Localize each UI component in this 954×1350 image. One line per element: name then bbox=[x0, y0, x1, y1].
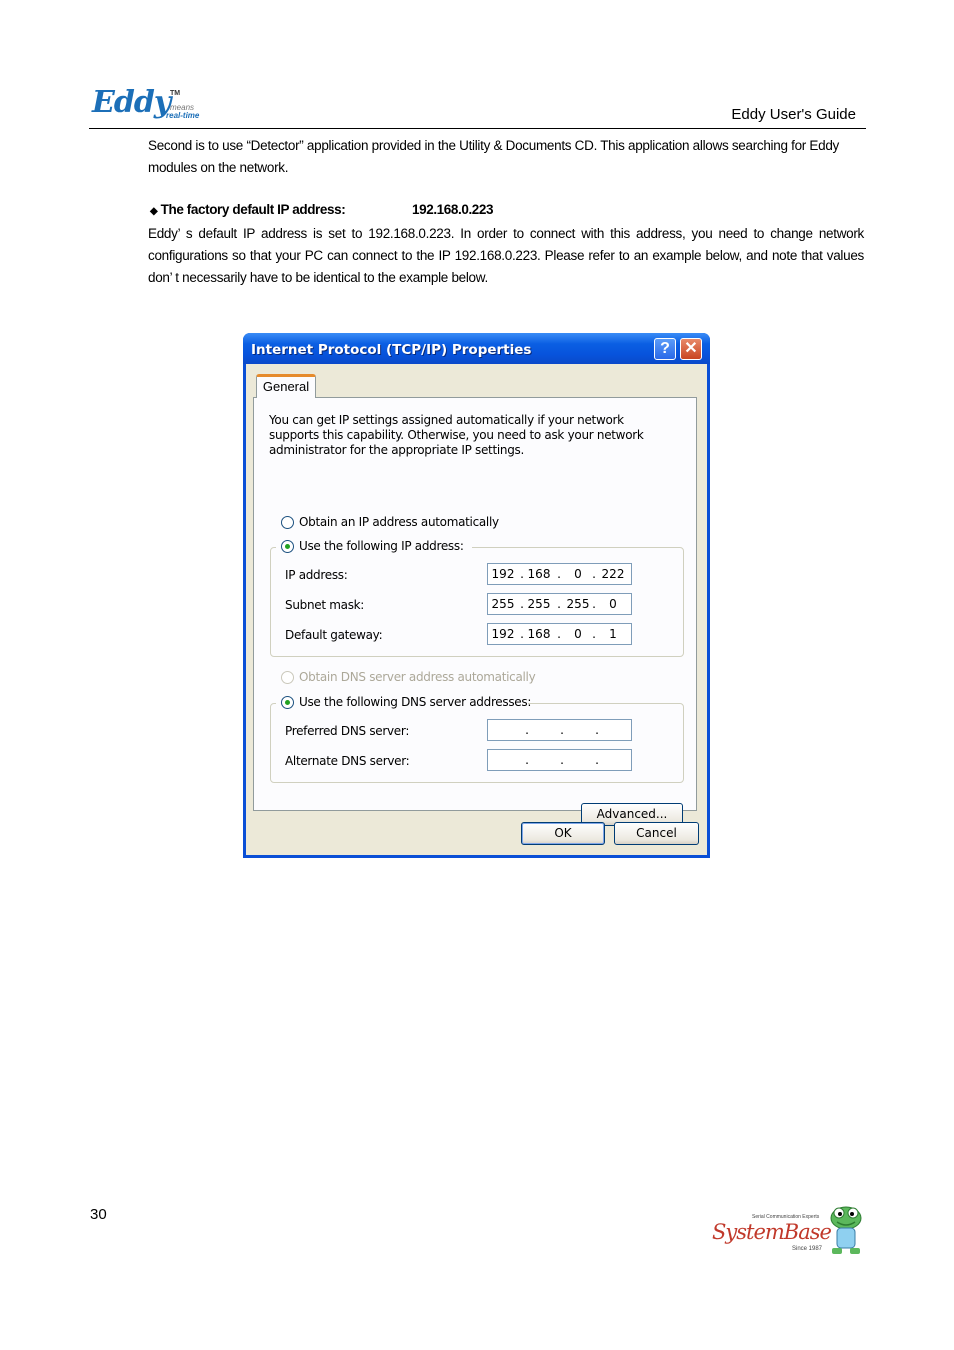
radio-use-following-ip[interactable] bbox=[281, 540, 294, 553]
subnet-dot: . bbox=[557, 597, 561, 611]
subnet-mask-input[interactable] bbox=[487, 593, 632, 615]
ip-octet-3: 0 bbox=[574, 567, 582, 581]
paragraph-default-ip: Eddy’ s default IP address is set to 192.168.0.223. In order to connect with this address, you need to change network configurations so that your PC can connect to the IP 192.168.0.223. Please refer to an example below, and note that values don’ t necessarily have to be identical to the example below. bbox=[148, 226, 864, 285]
eddy-logo-means: means bbox=[170, 103, 195, 112]
subnet-dot: . bbox=[592, 597, 596, 611]
ip-octet-4: 222 bbox=[601, 567, 625, 581]
dialog-title-bar[interactable] bbox=[243, 333, 710, 364]
ip-octet-1: 192 bbox=[491, 567, 515, 581]
radio-obtain-ip-auto[interactable] bbox=[281, 516, 294, 529]
cancel-button[interactable]: Cancel bbox=[614, 822, 699, 845]
header-divider bbox=[89, 128, 866, 129]
advanced-button[interactable]: Advanced... bbox=[581, 803, 683, 826]
default-gateway-label: Default gateway: bbox=[285, 628, 383, 642]
ip-dot: . bbox=[557, 567, 561, 581]
tcpip-properties-dialog bbox=[243, 333, 710, 858]
default-gateway-input[interactable] bbox=[487, 623, 632, 645]
radio-use-following-dns[interactable] bbox=[281, 696, 294, 709]
radio-use-following-dns-label[interactable]: Use the following DNS server addresses: bbox=[299, 695, 532, 709]
general-tab-panel bbox=[253, 397, 697, 821]
ip-address-input[interactable] bbox=[487, 563, 632, 585]
gateway-octet-3: 0 bbox=[574, 627, 582, 641]
diamond-bullet-icon: ◆ bbox=[150, 206, 158, 217]
subnet-octet-3: 255 bbox=[566, 597, 590, 611]
paragraph-detector: Second is to use “Detector” application provided in the Utility & Documents CD. This application allows searching for Eddy modules on the network. bbox=[148, 138, 840, 175]
ok-button[interactable]: OK bbox=[521, 822, 605, 845]
close-button[interactable]: ✕ bbox=[680, 338, 702, 360]
frog-mascot-icon bbox=[828, 1204, 864, 1258]
guide-title: Eddy User's Guide bbox=[731, 106, 856, 123]
subnet-octet-1: 255 bbox=[491, 597, 515, 611]
eddy-logo-text: Eddy bbox=[92, 85, 171, 120]
gateway-octet-2: 168 bbox=[527, 627, 551, 641]
dialog-client-area bbox=[246, 364, 707, 855]
ip-octet-2: 168 bbox=[527, 567, 551, 581]
dns-server-group bbox=[270, 703, 684, 783]
default-ip-heading bbox=[150, 202, 494, 217]
systembase-logo bbox=[712, 1200, 866, 1262]
gateway-dot: . bbox=[520, 627, 524, 641]
dialog-title: Internet Protocol (TCP/IP) Properties bbox=[251, 342, 532, 358]
help-button[interactable]: ? bbox=[654, 338, 676, 360]
intro-text: You can get IP settings assigned automatically if your network supports this capability. Otherwise, you need to ask your network administrator for the appropriate IP settings. bbox=[269, 413, 644, 457]
default-ip-label: The factory default IP address: bbox=[160, 202, 346, 217]
dns-dot: . bbox=[525, 723, 529, 737]
eddy-logo bbox=[92, 86, 212, 126]
alternate-dns-label: Alternate DNS server: bbox=[285, 754, 410, 768]
subnet-mask-label: Subnet mask: bbox=[285, 598, 365, 612]
radio-obtain-ip-auto-label[interactable]: Obtain an IP address automatically bbox=[299, 515, 499, 529]
ip-dot: . bbox=[592, 567, 596, 581]
eddy-logo-realtime: real-time bbox=[166, 111, 200, 120]
systembase-since: Since 1987 bbox=[792, 1246, 823, 1252]
subnet-octet-4: 0 bbox=[609, 597, 617, 611]
radio-obtain-dns-auto-label[interactable]: Obtain DNS server address automatically bbox=[299, 670, 536, 684]
page-number: 30 bbox=[90, 1206, 107, 1223]
subnet-octet-2: 255 bbox=[527, 597, 551, 611]
radio-obtain-dns-auto[interactable] bbox=[281, 671, 294, 684]
dns-dot: . bbox=[560, 723, 564, 737]
alternate-dns-input[interactable] bbox=[487, 749, 632, 771]
ip-address-label: IP address: bbox=[285, 568, 348, 582]
tab-general[interactable]: General bbox=[256, 374, 316, 398]
gateway-octet-1: 192 bbox=[491, 627, 515, 641]
systembase-name: SystemBase bbox=[712, 1220, 831, 1244]
gateway-dot: . bbox=[592, 627, 596, 641]
systembase-tagline: Serial Communication Experts bbox=[752, 1214, 820, 1220]
default-ip-value: 192.168.0.223 bbox=[412, 202, 494, 217]
preferred-dns-label: Preferred DNS server: bbox=[285, 724, 410, 738]
gateway-dot: . bbox=[557, 627, 561, 641]
radio-use-following-ip-label[interactable]: Use the following IP address: bbox=[299, 539, 464, 553]
dns-dot: . bbox=[595, 723, 599, 737]
dns-dot: . bbox=[525, 753, 529, 767]
ip-dot: . bbox=[520, 567, 524, 581]
preferred-dns-input[interactable] bbox=[487, 719, 632, 741]
subnet-dot: . bbox=[520, 597, 524, 611]
eddy-logo-tm: TM bbox=[170, 90, 181, 97]
dns-dot: . bbox=[560, 753, 564, 767]
gateway-octet-4: 1 bbox=[609, 627, 617, 641]
dns-dot: . bbox=[595, 753, 599, 767]
